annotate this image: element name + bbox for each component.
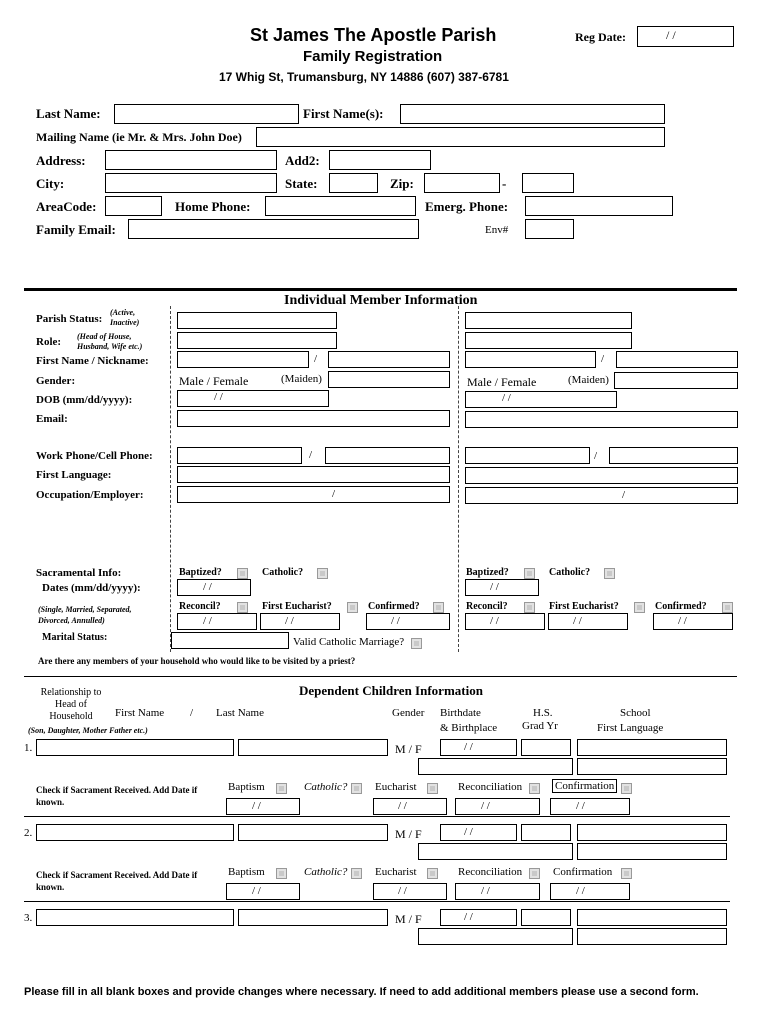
m1-reconcil-checkbox[interactable] bbox=[237, 602, 248, 613]
children-title: Dependent Children Information bbox=[299, 683, 483, 698]
child1-reconciliation-date[interactable] bbox=[455, 798, 540, 815]
child1-name-field[interactable] bbox=[238, 739, 388, 756]
parish-title: St James The Apostle Parish bbox=[250, 25, 497, 45]
child1-baptism-checkbox[interactable] bbox=[276, 783, 287, 794]
home-phone-field[interactable] bbox=[265, 196, 416, 216]
family-email-field[interactable] bbox=[128, 219, 419, 239]
occupation-label: Occupation/Employer: bbox=[36, 489, 144, 501]
first-name-header: First Name bbox=[115, 707, 165, 719]
child3-gender-options[interactable]: M / F bbox=[395, 912, 422, 926]
child2-eucharist-slashes: / / bbox=[398, 885, 407, 897]
m2-occupation-slash: / bbox=[622, 489, 626, 501]
child2-school-field[interactable] bbox=[577, 824, 727, 841]
m2-first-language-field[interactable] bbox=[465, 467, 738, 484]
address-field[interactable] bbox=[105, 150, 277, 170]
m1-eucharist-slashes: / / bbox=[285, 615, 294, 627]
first-language-header: First Language bbox=[597, 722, 664, 734]
add2-field[interactable] bbox=[329, 150, 431, 170]
child2-grad-yr-field[interactable] bbox=[521, 824, 571, 841]
zip-field[interactable] bbox=[424, 173, 500, 193]
m1-cell-phone-field[interactable] bbox=[325, 447, 450, 464]
m1-first-language-field[interactable] bbox=[177, 466, 450, 483]
child1-eucharist-date[interactable] bbox=[373, 798, 447, 815]
name-slash-header: / bbox=[190, 707, 194, 719]
m1-eucharist-date[interactable] bbox=[260, 613, 340, 630]
child2-confirmation-label: Confirmation bbox=[553, 866, 613, 878]
address-label: Address: bbox=[36, 153, 86, 168]
child2-language-field[interactable] bbox=[577, 843, 727, 860]
m1-reconcil-slashes: / / bbox=[203, 615, 212, 627]
m2-eucharist-label: First Eucharist? bbox=[549, 601, 619, 612]
m2-phone-slash: / bbox=[594, 450, 598, 462]
parish-status-label: Parish Status: bbox=[36, 313, 103, 325]
child3-language-field[interactable] bbox=[577, 928, 727, 945]
child2-confirmation-slashes: / / bbox=[576, 885, 585, 897]
child2-confirmation-date[interactable] bbox=[550, 883, 630, 900]
child2-catholic-checkbox[interactable] bbox=[351, 868, 362, 879]
child2-baptism-label: Baptism bbox=[228, 866, 265, 878]
m2-parish-status-field[interactable] bbox=[465, 312, 632, 329]
m2-reconcil-slashes: / / bbox=[490, 615, 499, 627]
m2-baptized-slashes: / / bbox=[490, 581, 499, 593]
parish-status-note: (Active, Inactive) bbox=[110, 308, 140, 327]
child2-confirmation-checkbox[interactable] bbox=[621, 868, 632, 879]
m1-baptized-checkbox[interactable] bbox=[237, 568, 248, 579]
m1-maiden-field[interactable] bbox=[328, 371, 450, 388]
child1-catholic-checkbox[interactable] bbox=[351, 783, 362, 794]
m2-occupation-field[interactable] bbox=[465, 487, 738, 504]
m1-baptized-label: Baptized? bbox=[179, 567, 222, 578]
m1-eucharist-label: First Eucharist? bbox=[262, 601, 332, 612]
home-phone-label: Home Phone: bbox=[175, 199, 251, 214]
child2-birthdate-field[interactable] bbox=[440, 824, 517, 841]
child1-reconciliation-checkbox[interactable] bbox=[529, 783, 540, 794]
child2-reconciliation-slashes: / / bbox=[481, 885, 490, 897]
column-divider-right bbox=[458, 306, 459, 652]
birthdate-header: Birthdate bbox=[440, 707, 481, 719]
child1-gender-options[interactable]: M / F bbox=[395, 742, 422, 756]
child3-relationship-field[interactable] bbox=[36, 909, 234, 926]
child1-grad-yr-field[interactable] bbox=[521, 739, 571, 756]
child1-reconciliation-slashes: / / bbox=[481, 800, 490, 812]
child-row-number: 1. bbox=[24, 742, 33, 754]
children-divider bbox=[24, 676, 737, 677]
child1-eucharist-slashes: / / bbox=[398, 800, 407, 812]
m1-dob-slashes: / / bbox=[214, 391, 223, 403]
m1-reconcil-label: Reconcil? bbox=[179, 601, 221, 612]
m1-name-slash: / bbox=[314, 353, 318, 365]
m2-eucharist-date[interactable] bbox=[548, 613, 628, 630]
reg-date-slashes: / / bbox=[666, 28, 676, 42]
valid-marriage-label: Valid Catholic Marriage? bbox=[293, 636, 405, 648]
column-divider-left bbox=[170, 306, 171, 652]
m2-confirmed-checkbox[interactable] bbox=[722, 602, 733, 613]
child2-relationship-field[interactable] bbox=[36, 824, 234, 841]
child1-language-field[interactable] bbox=[577, 758, 727, 775]
gender-label: Gender: bbox=[36, 375, 76, 387]
email-label: Email: bbox=[36, 413, 68, 425]
m2-baptized-checkbox[interactable] bbox=[524, 568, 535, 579]
city-field[interactable] bbox=[105, 173, 277, 193]
m1-gender-options[interactable]: Male / Female bbox=[179, 374, 249, 388]
m2-baptized-label: Baptized? bbox=[466, 567, 509, 578]
child1-baptism-label: Baptism bbox=[228, 781, 265, 793]
mailing-name-field[interactable] bbox=[256, 127, 665, 147]
m1-confirmed-label: Confirmed? bbox=[368, 601, 420, 612]
area-code-label: AreaCode: bbox=[36, 199, 97, 214]
child2-reconciliation-label: Reconciliation bbox=[458, 866, 523, 878]
first-names-label: First Name(s): bbox=[303, 106, 384, 121]
child2-check-text: Check if Sacrament Received. Add Date if known. bbox=[36, 870, 198, 892]
child3-birthdate-field[interactable] bbox=[440, 909, 517, 926]
m1-baptized-slashes: / / bbox=[203, 581, 212, 593]
m2-gender-options[interactable]: Male / Female bbox=[467, 375, 537, 389]
m2-catholic-checkbox[interactable] bbox=[604, 568, 615, 579]
state-label: State: bbox=[285, 176, 318, 191]
zip4-field[interactable] bbox=[522, 173, 574, 193]
area-code-field[interactable] bbox=[105, 196, 162, 216]
relationship-header: Relationship to Head of Household bbox=[40, 687, 102, 722]
child-row-number: 3. bbox=[24, 912, 33, 924]
m2-first-name-field[interactable] bbox=[465, 351, 596, 368]
child1-check-text: Check if Sacrament Received. Add Date if known. bbox=[36, 785, 198, 807]
child2-baptism-checkbox[interactable] bbox=[276, 868, 287, 879]
child2-reconciliation-date[interactable] bbox=[455, 883, 540, 900]
child2-baptism-date[interactable] bbox=[226, 883, 300, 900]
child2-birthplace-field[interactable] bbox=[418, 843, 573, 860]
child2-eucharist-label: Eucharist bbox=[375, 866, 417, 878]
marital-note: (Single, Married, Separated, Divorced, Annulled) bbox=[38, 605, 132, 625]
m1-work-phone-field[interactable] bbox=[177, 447, 302, 464]
child1-eucharist-label: Eucharist bbox=[375, 781, 417, 793]
m2-cell-phone-field[interactable] bbox=[609, 447, 738, 464]
child1-catholic-label: Catholic? bbox=[304, 781, 348, 793]
m2-work-phone-field[interactable] bbox=[465, 447, 590, 464]
marital-status-label: Marital Status: bbox=[42, 632, 108, 643]
child2-catholic-label: Catholic? bbox=[304, 866, 348, 878]
m2-eucharist-checkbox[interactable] bbox=[634, 602, 645, 613]
m1-parish-status-field[interactable] bbox=[177, 312, 337, 329]
zip-dash: - bbox=[502, 176, 507, 191]
child2-name-field[interactable] bbox=[238, 824, 388, 841]
reg-date-field[interactable] bbox=[637, 26, 734, 47]
m1-confirmed-slashes: / / bbox=[391, 615, 400, 627]
child1-reconciliation-label: Reconciliation bbox=[458, 781, 523, 793]
m1-email-field[interactable] bbox=[177, 410, 450, 427]
env-label: Env# bbox=[485, 224, 509, 236]
child1-school-field[interactable] bbox=[577, 739, 727, 756]
city-label: City: bbox=[36, 176, 65, 191]
valid-marriage-checkbox[interactable] bbox=[411, 638, 422, 649]
child2-baptism-slashes: / / bbox=[252, 885, 261, 897]
m1-confirmed-date[interactable] bbox=[366, 613, 450, 630]
child3-school-field[interactable] bbox=[577, 909, 727, 926]
grad-yr-header: Grad Yr bbox=[522, 720, 558, 732]
child3-birthdate-slashes: / / bbox=[464, 911, 473, 923]
visit-question: Are there any members of your household who would like to be visited by a priest? bbox=[38, 656, 356, 666]
m1-first-name-field[interactable] bbox=[177, 351, 309, 368]
individual-title: Individual Member Information bbox=[284, 293, 478, 308]
reg-date-label: Reg Date: bbox=[575, 30, 626, 44]
child1-confirmation-date[interactable] bbox=[550, 798, 630, 815]
m2-nickname-field[interactable] bbox=[616, 351, 738, 368]
m1-eucharist-checkbox[interactable] bbox=[347, 602, 358, 613]
m1-nickname-field[interactable] bbox=[328, 351, 450, 368]
m2-dob-slashes: / / bbox=[502, 392, 511, 404]
child1-birthdate-field[interactable] bbox=[440, 739, 517, 756]
first-language-label: First Language: bbox=[36, 469, 112, 481]
m1-role-field[interactable] bbox=[177, 332, 337, 349]
dob-label: DOB (mm/dd/yyyy): bbox=[36, 394, 133, 406]
m2-confirmed-label: Confirmed? bbox=[655, 601, 707, 612]
child3-birthplace-field[interactable] bbox=[418, 928, 573, 945]
m2-confirmed-slashes: / / bbox=[678, 615, 687, 627]
work-phone-label: Work Phone/Cell Phone: bbox=[36, 450, 153, 462]
m1-confirmed-checkbox[interactable] bbox=[433, 602, 444, 613]
family-email-label: Family Email: bbox=[36, 222, 116, 237]
relationship-note: (Son, Daughter, Mother Father etc.) bbox=[28, 726, 148, 735]
emerg-phone-field[interactable] bbox=[525, 196, 673, 216]
child-row-number: 2. bbox=[24, 827, 33, 839]
footer-note: Please fill in all blank boxes and provide changes where necessary. If need to add additional members please use a second form. bbox=[24, 986, 699, 998]
role-label: Role: bbox=[36, 336, 62, 348]
child1-birthplace-field[interactable] bbox=[418, 758, 573, 775]
state-field[interactable] bbox=[329, 173, 378, 193]
m2-catholic-label: Catholic? bbox=[549, 567, 591, 578]
first-names-field[interactable] bbox=[400, 104, 665, 124]
section-divider bbox=[24, 288, 737, 291]
m1-occupation-slash: / bbox=[332, 488, 336, 500]
school-header: School bbox=[620, 707, 651, 719]
m2-dob-field[interactable] bbox=[465, 391, 617, 408]
m2-reconcil-checkbox[interactable] bbox=[524, 602, 535, 613]
child2-reconciliation-checkbox[interactable] bbox=[529, 868, 540, 879]
marital-status-field[interactable] bbox=[171, 632, 289, 649]
child1-confirmation-checkbox[interactable] bbox=[621, 783, 632, 794]
m2-confirmed-date[interactable] bbox=[653, 613, 733, 630]
mailing-name-label: Mailing Name (ie Mr. & Mrs. John Doe) bbox=[36, 130, 242, 144]
child1-relationship-field[interactable] bbox=[36, 739, 234, 756]
m2-maiden-field[interactable] bbox=[614, 372, 738, 389]
gender-header: Gender bbox=[392, 707, 425, 719]
child-divider bbox=[24, 901, 730, 902]
child2-birthdate-slashes: / / bbox=[464, 826, 473, 838]
child-divider bbox=[24, 816, 730, 817]
m2-reconcil-label: Reconcil? bbox=[466, 601, 508, 612]
first-name-label: First Name / Nickname: bbox=[36, 355, 149, 367]
last-name-label: Last Name: bbox=[36, 106, 101, 121]
m1-occupation-field[interactable] bbox=[177, 486, 450, 503]
m2-eucharist-slashes: / / bbox=[573, 615, 582, 627]
child1-confirmation-label: Confirmation bbox=[552, 779, 617, 793]
m2-reconcil-date[interactable] bbox=[465, 613, 545, 630]
role-note: (Head of House, Husband, Wife etc.) bbox=[77, 332, 143, 351]
dates-label: Dates (mm/dd/yyyy): bbox=[42, 582, 141, 594]
m2-maiden-label: (Maiden) bbox=[568, 374, 609, 386]
m1-phone-slash: / bbox=[309, 449, 313, 461]
hs-header: H.S. bbox=[533, 707, 553, 719]
child3-grad-yr-field[interactable] bbox=[521, 909, 571, 926]
add2-label: Add2: bbox=[285, 153, 320, 168]
child2-eucharist-checkbox[interactable] bbox=[427, 868, 438, 879]
child1-baptism-slashes: / / bbox=[252, 800, 261, 812]
m1-dob-field[interactable] bbox=[177, 390, 329, 407]
child2-gender-options[interactable]: M / F bbox=[395, 827, 422, 841]
env-field[interactable] bbox=[525, 219, 574, 239]
m1-catholic-label: Catholic? bbox=[262, 567, 304, 578]
child1-baptism-date[interactable] bbox=[226, 798, 300, 815]
emerg-phone-label: Emerg. Phone: bbox=[425, 199, 509, 214]
m2-baptized-date[interactable] bbox=[465, 579, 539, 596]
last-name-header: Last Name bbox=[216, 707, 264, 719]
form-subtitle: Family Registration bbox=[303, 48, 443, 65]
child1-eucharist-checkbox[interactable] bbox=[427, 783, 438, 794]
child3-name-field[interactable] bbox=[238, 909, 388, 926]
m2-email-field[interactable] bbox=[465, 411, 738, 428]
sacramental-label: Sacramental Info: bbox=[36, 567, 122, 579]
m1-reconcil-date[interactable] bbox=[177, 613, 257, 630]
m1-maiden-label: (Maiden) bbox=[281, 373, 322, 385]
child1-confirmation-slashes: / / bbox=[576, 800, 585, 812]
m2-role-field[interactable] bbox=[465, 332, 632, 349]
parish-address: 17 Whig St, Trumansburg, NY 14886 (607) 387-6781 bbox=[219, 70, 509, 84]
last-name-field[interactable] bbox=[114, 104, 299, 124]
m1-catholic-checkbox[interactable] bbox=[317, 568, 328, 579]
m1-baptized-date[interactable] bbox=[177, 579, 251, 596]
birthplace-header: & Birthplace bbox=[440, 722, 498, 734]
child2-eucharist-date[interactable] bbox=[373, 883, 447, 900]
zip-label: Zip: bbox=[390, 176, 414, 191]
m2-name-slash: / bbox=[601, 353, 605, 365]
child1-birthdate-slashes: / / bbox=[464, 741, 473, 753]
